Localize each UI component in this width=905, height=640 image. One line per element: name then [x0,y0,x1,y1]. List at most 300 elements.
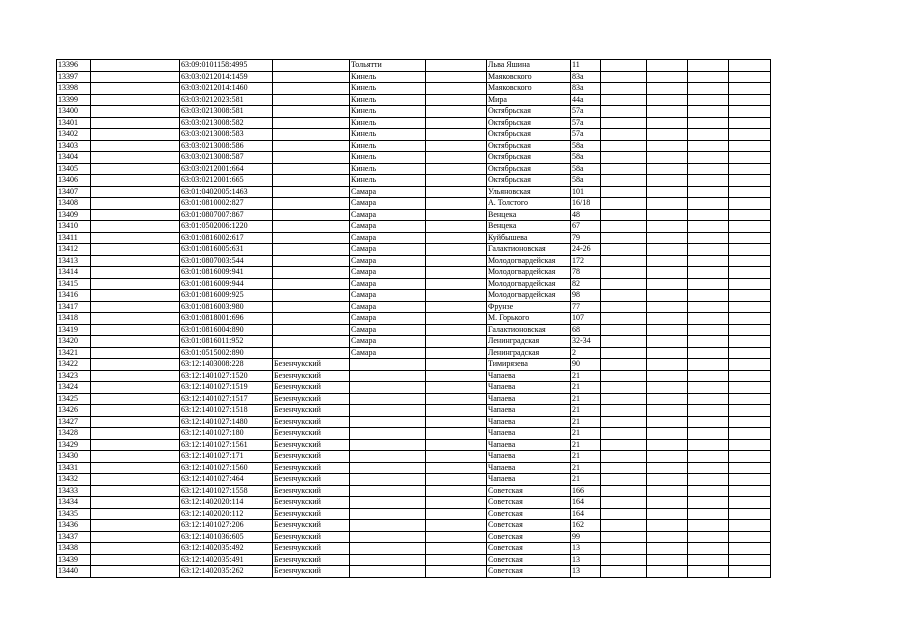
district-cell: Безенчукский [273,416,350,428]
cadastral-number-cell: 63:12:1401027:1517 [180,393,273,405]
blank-cell [729,221,771,233]
blank-cell [426,554,487,566]
blank-cell [91,566,180,578]
house-number-cell: 98 [571,290,601,302]
district-cell [273,221,350,233]
blank-cell [729,83,771,95]
record-number-cell: 13418 [57,313,91,325]
street-cell: Галактионовская [487,244,571,256]
blank-cell [91,152,180,164]
cadastral-number-cell: 63:01:0502006:1220 [180,221,273,233]
blank-cell [647,462,688,474]
blank-cell [426,347,487,359]
record-number-cell: 13425 [57,393,91,405]
blank-cell [688,508,729,520]
street-cell: Советская [487,554,571,566]
blank-cell [426,313,487,325]
street-cell: Чапаева [487,428,571,440]
record-number-cell: 13426 [57,405,91,417]
table-row [57,520,771,532]
house-number-cell: 24-26 [571,244,601,256]
blank-cell [601,278,647,290]
district-cell [273,209,350,221]
locality-cell: Самара [350,244,426,256]
cadastral-number-cell: 63:03:0212014:1459 [180,71,273,83]
house-number-cell: 2 [571,347,601,359]
blank-cell [601,359,647,371]
record-number-cell: 13439 [57,554,91,566]
blank-cell [688,163,729,175]
street-cell: Советская [487,485,571,497]
blank-cell [729,60,771,72]
blank-cell [729,554,771,566]
blank-cell [426,94,487,106]
table-row [57,543,771,555]
district-cell: Безенчукский [273,474,350,486]
blank-cell [426,140,487,152]
cadastral-number-cell: 63:01:0818001:696 [180,313,273,325]
blank-cell [647,393,688,405]
blank-cell [647,405,688,417]
blank-cell [729,439,771,451]
district-cell [273,255,350,267]
house-number-cell: 58а [571,152,601,164]
district-cell: Безенчукский [273,359,350,371]
locality-cell: Самара [350,278,426,290]
cadastral-number-cell: 63:01:0807007:867 [180,209,273,221]
street-cell: Галактионовская [487,324,571,336]
blank-cell [91,554,180,566]
table-row [57,221,771,233]
blank-cell [601,313,647,325]
cadastral-number-cell: 63:01:0816009:941 [180,267,273,279]
table-row [57,152,771,164]
district-cell [273,290,350,302]
blank-cell [601,301,647,313]
blank-cell [647,152,688,164]
table-row [57,290,771,302]
blank-cell [688,186,729,198]
record-number-cell: 13423 [57,370,91,382]
blank-cell [91,531,180,543]
blank-cell [91,244,180,256]
street-cell: Октябрьская [487,152,571,164]
district-cell [273,267,350,279]
cadastral-number-cell: 63:12:1401027:1520 [180,370,273,382]
blank-cell [729,71,771,83]
house-number-cell: 99 [571,531,601,543]
house-number-cell: 90 [571,359,601,371]
blank-cell [688,393,729,405]
cadastral-number-cell: 63:12:1401036:605 [180,531,273,543]
blank-cell [601,221,647,233]
locality-cell: Кинель [350,129,426,141]
blank-cell [729,175,771,187]
cadastral-number-cell: 63:03:0213008:587 [180,152,273,164]
blank-cell [601,198,647,210]
blank-cell [426,117,487,129]
district-cell [273,163,350,175]
blank-cell [729,497,771,509]
locality-cell: Тольятти [350,60,426,72]
blank-cell [647,129,688,141]
table-row [57,485,771,497]
street-cell: Молодогвардейская [487,255,571,267]
record-number-cell: 13414 [57,267,91,279]
blank-cell [601,439,647,451]
blank-cell [426,543,487,555]
blank-cell [729,163,771,175]
house-number-cell: 164 [571,508,601,520]
cadastral-number-cell: 63:01:0816009:944 [180,278,273,290]
blank-cell [601,255,647,267]
blank-cell [688,175,729,187]
blank-cell [647,301,688,313]
blank-cell [688,347,729,359]
blank-cell [729,405,771,417]
blank-cell [601,60,647,72]
district-cell: Безенчукский [273,543,350,555]
blank-cell [426,290,487,302]
blank-cell [647,336,688,348]
table-row [57,313,771,325]
record-number-cell: 13431 [57,462,91,474]
blank-cell [601,152,647,164]
blank-cell [688,198,729,210]
record-number-cell: 13398 [57,83,91,95]
blank-cell [91,474,180,486]
blank-cell [729,324,771,336]
cadastral-number-cell: 63:03:0213008:583 [180,129,273,141]
blank-cell [729,198,771,210]
district-cell [273,140,350,152]
district-cell: Безенчукский [273,485,350,497]
table-row [57,439,771,451]
district-cell [273,129,350,141]
table-row [57,60,771,72]
district-cell: Безенчукский [273,405,350,417]
district-cell: Безенчукский [273,508,350,520]
record-number-cell: 13430 [57,451,91,463]
house-number-cell: 21 [571,393,601,405]
locality-cell [350,428,426,440]
blank-cell [91,94,180,106]
record-number-cell: 13417 [57,301,91,313]
blank-cell [647,566,688,578]
table-row [57,278,771,290]
district-cell [273,336,350,348]
blank-cell [601,554,647,566]
blank-cell [91,267,180,279]
table-row [57,370,771,382]
house-number-cell: 79 [571,232,601,244]
blank-cell [729,267,771,279]
blank-cell [91,290,180,302]
blank-cell [647,278,688,290]
blank-cell [601,267,647,279]
blank-cell [91,117,180,129]
blank-cell [647,543,688,555]
locality-cell [350,497,426,509]
blank-cell [647,198,688,210]
blank-cell [729,359,771,371]
blank-cell [729,232,771,244]
blank-cell [647,244,688,256]
blank-cell [426,336,487,348]
table-row [57,140,771,152]
blank-cell [91,359,180,371]
locality-cell: Самара [350,209,426,221]
street-cell: Чапаева [487,416,571,428]
table-row [57,405,771,417]
blank-cell [601,543,647,555]
blank-cell [91,221,180,233]
record-number-cell: 13422 [57,359,91,371]
blank-cell [729,106,771,118]
blank-cell [647,140,688,152]
blank-cell [426,255,487,267]
house-number-cell: 57а [571,106,601,118]
record-number-cell: 13434 [57,497,91,509]
blank-cell [688,140,729,152]
blank-cell [729,382,771,394]
street-cell: Чапаева [487,462,571,474]
blank-cell [601,244,647,256]
blank-cell [601,94,647,106]
blank-cell [601,129,647,141]
cadastral-number-cell: 63:12:1401027:1518 [180,405,273,417]
blank-cell [426,106,487,118]
blank-cell [426,152,487,164]
district-cell [273,198,350,210]
record-number-cell: 13403 [57,140,91,152]
blank-cell [688,416,729,428]
blank-cell [91,60,180,72]
blank-cell [426,163,487,175]
locality-cell: Самара [350,232,426,244]
locality-cell [350,566,426,578]
blank-cell [647,290,688,302]
blank-cell [647,382,688,394]
table-row [57,267,771,279]
locality-cell: Самара [350,267,426,279]
blank-cell [647,485,688,497]
street-cell: Маяковского [487,71,571,83]
street-cell: Тимирязева [487,359,571,371]
table-row [57,497,771,509]
blank-cell [426,209,487,221]
district-cell: Безенчукский [273,497,350,509]
blank-cell [647,267,688,279]
blank-cell [91,313,180,325]
blank-cell [601,382,647,394]
blank-cell [647,83,688,95]
district-cell: Безенчукский [273,554,350,566]
record-number-cell: 13405 [57,163,91,175]
blank-cell [601,462,647,474]
street-cell: М. Горького [487,313,571,325]
blank-cell [688,474,729,486]
district-cell: Безенчукский [273,451,350,463]
blank-cell [647,106,688,118]
blank-cell [601,106,647,118]
table-row [57,531,771,543]
table-row [57,175,771,187]
table-row [57,244,771,256]
house-number-cell: 21 [571,416,601,428]
blank-cell [91,163,180,175]
blank-cell [91,198,180,210]
record-number-cell: 13396 [57,60,91,72]
street-cell: Ульяновская [487,186,571,198]
blank-cell [729,508,771,520]
blank-cell [426,520,487,532]
blank-cell [91,451,180,463]
house-number-cell: 83а [571,71,601,83]
cadastral-number-cell: 63:12:1402035:262 [180,566,273,578]
blank-cell [688,71,729,83]
house-number-cell: 58а [571,175,601,187]
blank-cell [601,520,647,532]
blank-cell [91,278,180,290]
blank-cell [91,175,180,187]
blank-cell [688,94,729,106]
cadastral-number-cell: 63:03:0213008:586 [180,140,273,152]
locality-cell [350,439,426,451]
record-number-cell: 13415 [57,278,91,290]
record-number-cell: 13432 [57,474,91,486]
table-row [57,336,771,348]
table-row [57,198,771,210]
record-number-cell: 13437 [57,531,91,543]
record-number-cell: 13424 [57,382,91,394]
blank-cell [729,336,771,348]
table-row [57,393,771,405]
blank-cell [729,566,771,578]
blank-cell [91,106,180,118]
blank-cell [688,428,729,440]
district-cell [273,278,350,290]
cadastral-number-cell: 63:01:0816004:890 [180,324,273,336]
cadastral-number-cell: 63:12:1401027:180 [180,428,273,440]
blank-cell [729,129,771,141]
street-cell: Октябрьская [487,140,571,152]
cadastral-number-cell: 63:09:0101158:4995 [180,60,273,72]
blank-cell [601,347,647,359]
house-number-cell: 58а [571,140,601,152]
street-cell: Советская [487,520,571,532]
blank-cell [729,186,771,198]
blank-cell [647,497,688,509]
record-number-cell: 13401 [57,117,91,129]
blank-cell [91,324,180,336]
blank-cell [426,221,487,233]
blank-cell [688,497,729,509]
blank-cell [647,359,688,371]
locality-cell [350,382,426,394]
blank-cell [426,359,487,371]
cadastral-number-cell: 63:12:1402035:491 [180,554,273,566]
district-cell [273,244,350,256]
cadastral-number-cell: 63:12:1401027:1519 [180,382,273,394]
blank-cell [688,313,729,325]
district-cell [273,83,350,95]
blank-cell [601,175,647,187]
blank-cell [91,71,180,83]
blank-cell [426,83,487,95]
blank-cell [688,336,729,348]
cadastral-number-cell: 63:12:1401027:206 [180,520,273,532]
blank-cell [647,428,688,440]
blank-cell [688,117,729,129]
district-cell: Безенчукский [273,393,350,405]
blank-cell [729,462,771,474]
street-cell: Октябрьская [487,175,571,187]
district-cell [273,60,350,72]
house-number-cell: 172 [571,255,601,267]
locality-cell [350,359,426,371]
blank-cell [601,370,647,382]
locality-cell: Самара [350,347,426,359]
table-row [57,83,771,95]
house-number-cell: 68 [571,324,601,336]
cadastral-number-cell: 63:12:1401027:1560 [180,462,273,474]
blank-cell [688,462,729,474]
district-cell: Безенчукский [273,531,350,543]
blank-cell [688,359,729,371]
blank-cell [688,439,729,451]
blank-cell [729,140,771,152]
table-row [57,451,771,463]
blank-cell [647,209,688,221]
locality-cell: Кинель [350,94,426,106]
house-number-cell: 21 [571,462,601,474]
blank-cell [647,163,688,175]
table-row [57,94,771,106]
blank-cell [647,416,688,428]
blank-cell [729,370,771,382]
blank-cell [729,428,771,440]
cadastral-number-cell: 63:12:1401027:171 [180,451,273,463]
cadastral-number-cell: 63:03:0212023:581 [180,94,273,106]
locality-cell: Кинель [350,83,426,95]
street-cell: Чапаева [487,439,571,451]
record-number-cell: 13429 [57,439,91,451]
blank-cell [426,129,487,141]
blank-cell [601,531,647,543]
street-cell: Венцека [487,209,571,221]
blank-cell [91,336,180,348]
locality-cell: Кинель [350,140,426,152]
cadastral-number-cell: 63:01:0816009:925 [180,290,273,302]
table-row [57,382,771,394]
street-cell: Чапаева [487,382,571,394]
blank-cell [426,405,487,417]
blank-cell [688,566,729,578]
blank-cell [601,140,647,152]
blank-cell [688,554,729,566]
record-number-cell: 13410 [57,221,91,233]
record-number-cell: 13421 [57,347,91,359]
street-cell: А. Толстого [487,198,571,210]
cadastral-number-cell: 63:03:0212001:664 [180,163,273,175]
blank-cell [647,554,688,566]
house-number-cell: 11 [571,60,601,72]
blank-cell [688,451,729,463]
locality-cell: Кинель [350,106,426,118]
table-row [57,462,771,474]
cadastral-number-cell: 63:12:1403008:228 [180,359,273,371]
